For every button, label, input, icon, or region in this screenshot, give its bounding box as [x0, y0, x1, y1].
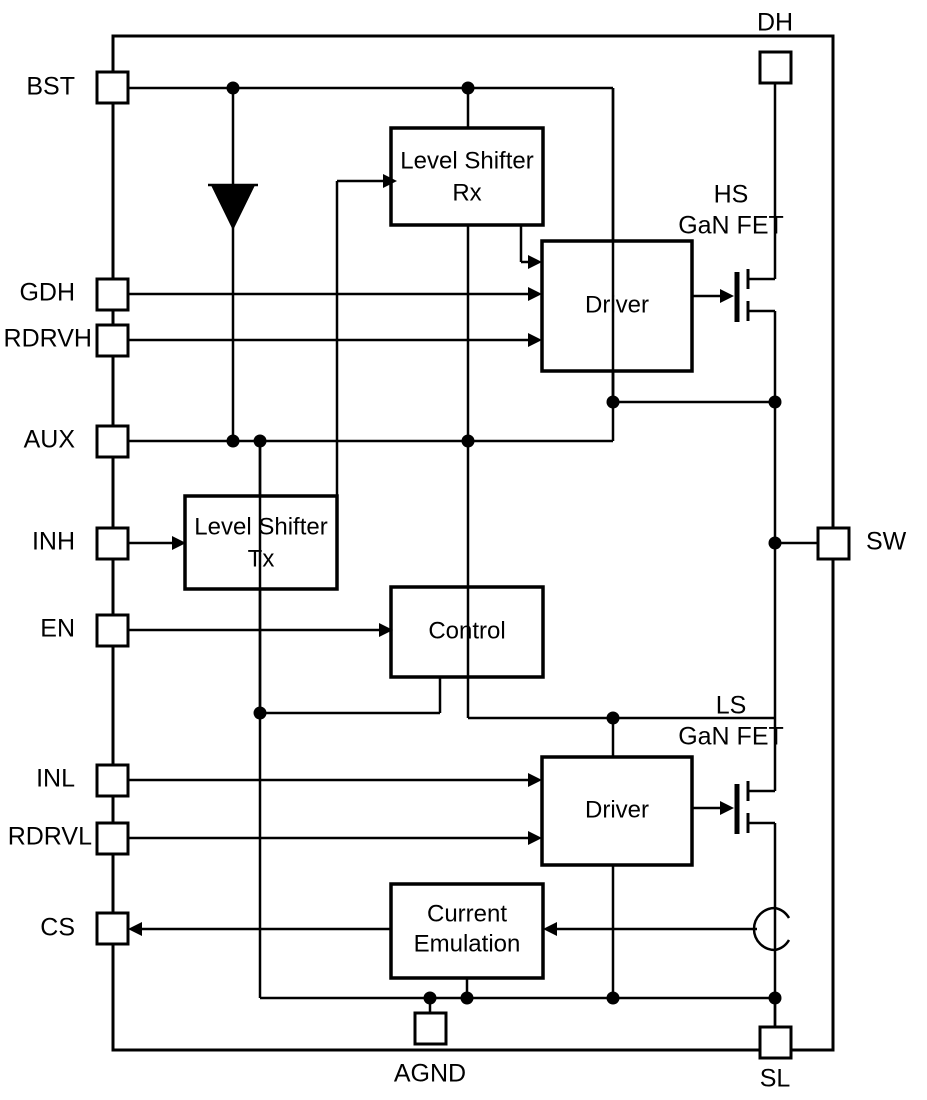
- block-level-shifter-rx: [337, 128, 543, 269]
- level-shifter-tx-label-1: Level Shifter: [194, 513, 328, 541]
- driver-high-label: Driver: [585, 291, 649, 319]
- pin-dh-label: DH: [756, 8, 794, 37]
- bootstrap-diode: [208, 185, 258, 228]
- pin-sl-label: SL: [759, 1064, 791, 1093]
- pin-rdrvh[interactable]: [4, 325, 128, 356]
- hs-fet-label-1: HS: [713, 180, 749, 209]
- pin-rdrvl[interactable]: [8, 823, 128, 854]
- pin-inl[interactable]: [36, 765, 128, 796]
- current-emulation-label-1: Current: [426, 900, 508, 928]
- hs-fet-label-2: GaN FET: [678, 211, 784, 240]
- pin-cs-label: CS: [40, 913, 75, 942]
- driver-low-label: Driver: [585, 796, 649, 824]
- pin-aux-label: AUX: [23, 425, 75, 454]
- pin-agnd-label: AGND: [393, 1059, 467, 1088]
- ls-gan-fet: [678, 543, 784, 1035]
- pin-rdrvh-label: RDRVH: [3, 324, 92, 353]
- pin-en-label: EN: [40, 614, 75, 643]
- pin-inl-label: INL: [36, 764, 75, 793]
- block-driver-high: [128, 241, 782, 409]
- hs-gan-fet: [678, 68, 784, 543]
- pin-bst-label: BST: [26, 72, 75, 101]
- current-emulation-label-2: Emulation: [413, 930, 521, 958]
- level-shifter-rx-label-2: Rx: [452, 179, 482, 207]
- pin-dh[interactable]: [757, 9, 793, 83]
- pin-gdh[interactable]: [19, 279, 128, 310]
- pin-en[interactable]: [40, 615, 128, 646]
- pin-cs[interactable]: [40, 913, 128, 944]
- pin-aux[interactable]: [24, 426, 128, 457]
- pin-sw[interactable]: [769, 528, 907, 559]
- level-shifter-tx-label-2: Tx: [247, 545, 275, 573]
- pin-bst[interactable]: [26, 72, 128, 103]
- pin-rdrvl-label: RDRVL: [7, 822, 92, 851]
- level-shifter-rx-label-1: Level Shifter: [400, 147, 534, 175]
- pin-sw-label: SW: [866, 527, 907, 556]
- pin-sl[interactable]: [760, 1027, 791, 1093]
- block-control: [128, 587, 543, 720]
- control-label: Control: [428, 617, 506, 645]
- pin-inh-label: INH: [31, 527, 75, 556]
- pin-inh[interactable]: [32, 528, 128, 559]
- ls-fet-label-2: GaN FET: [678, 722, 784, 751]
- pin-gdh-label: GDH: [19, 278, 75, 307]
- ls-fet-label-1: LS: [715, 691, 747, 720]
- block-current-emulation: [128, 884, 789, 998]
